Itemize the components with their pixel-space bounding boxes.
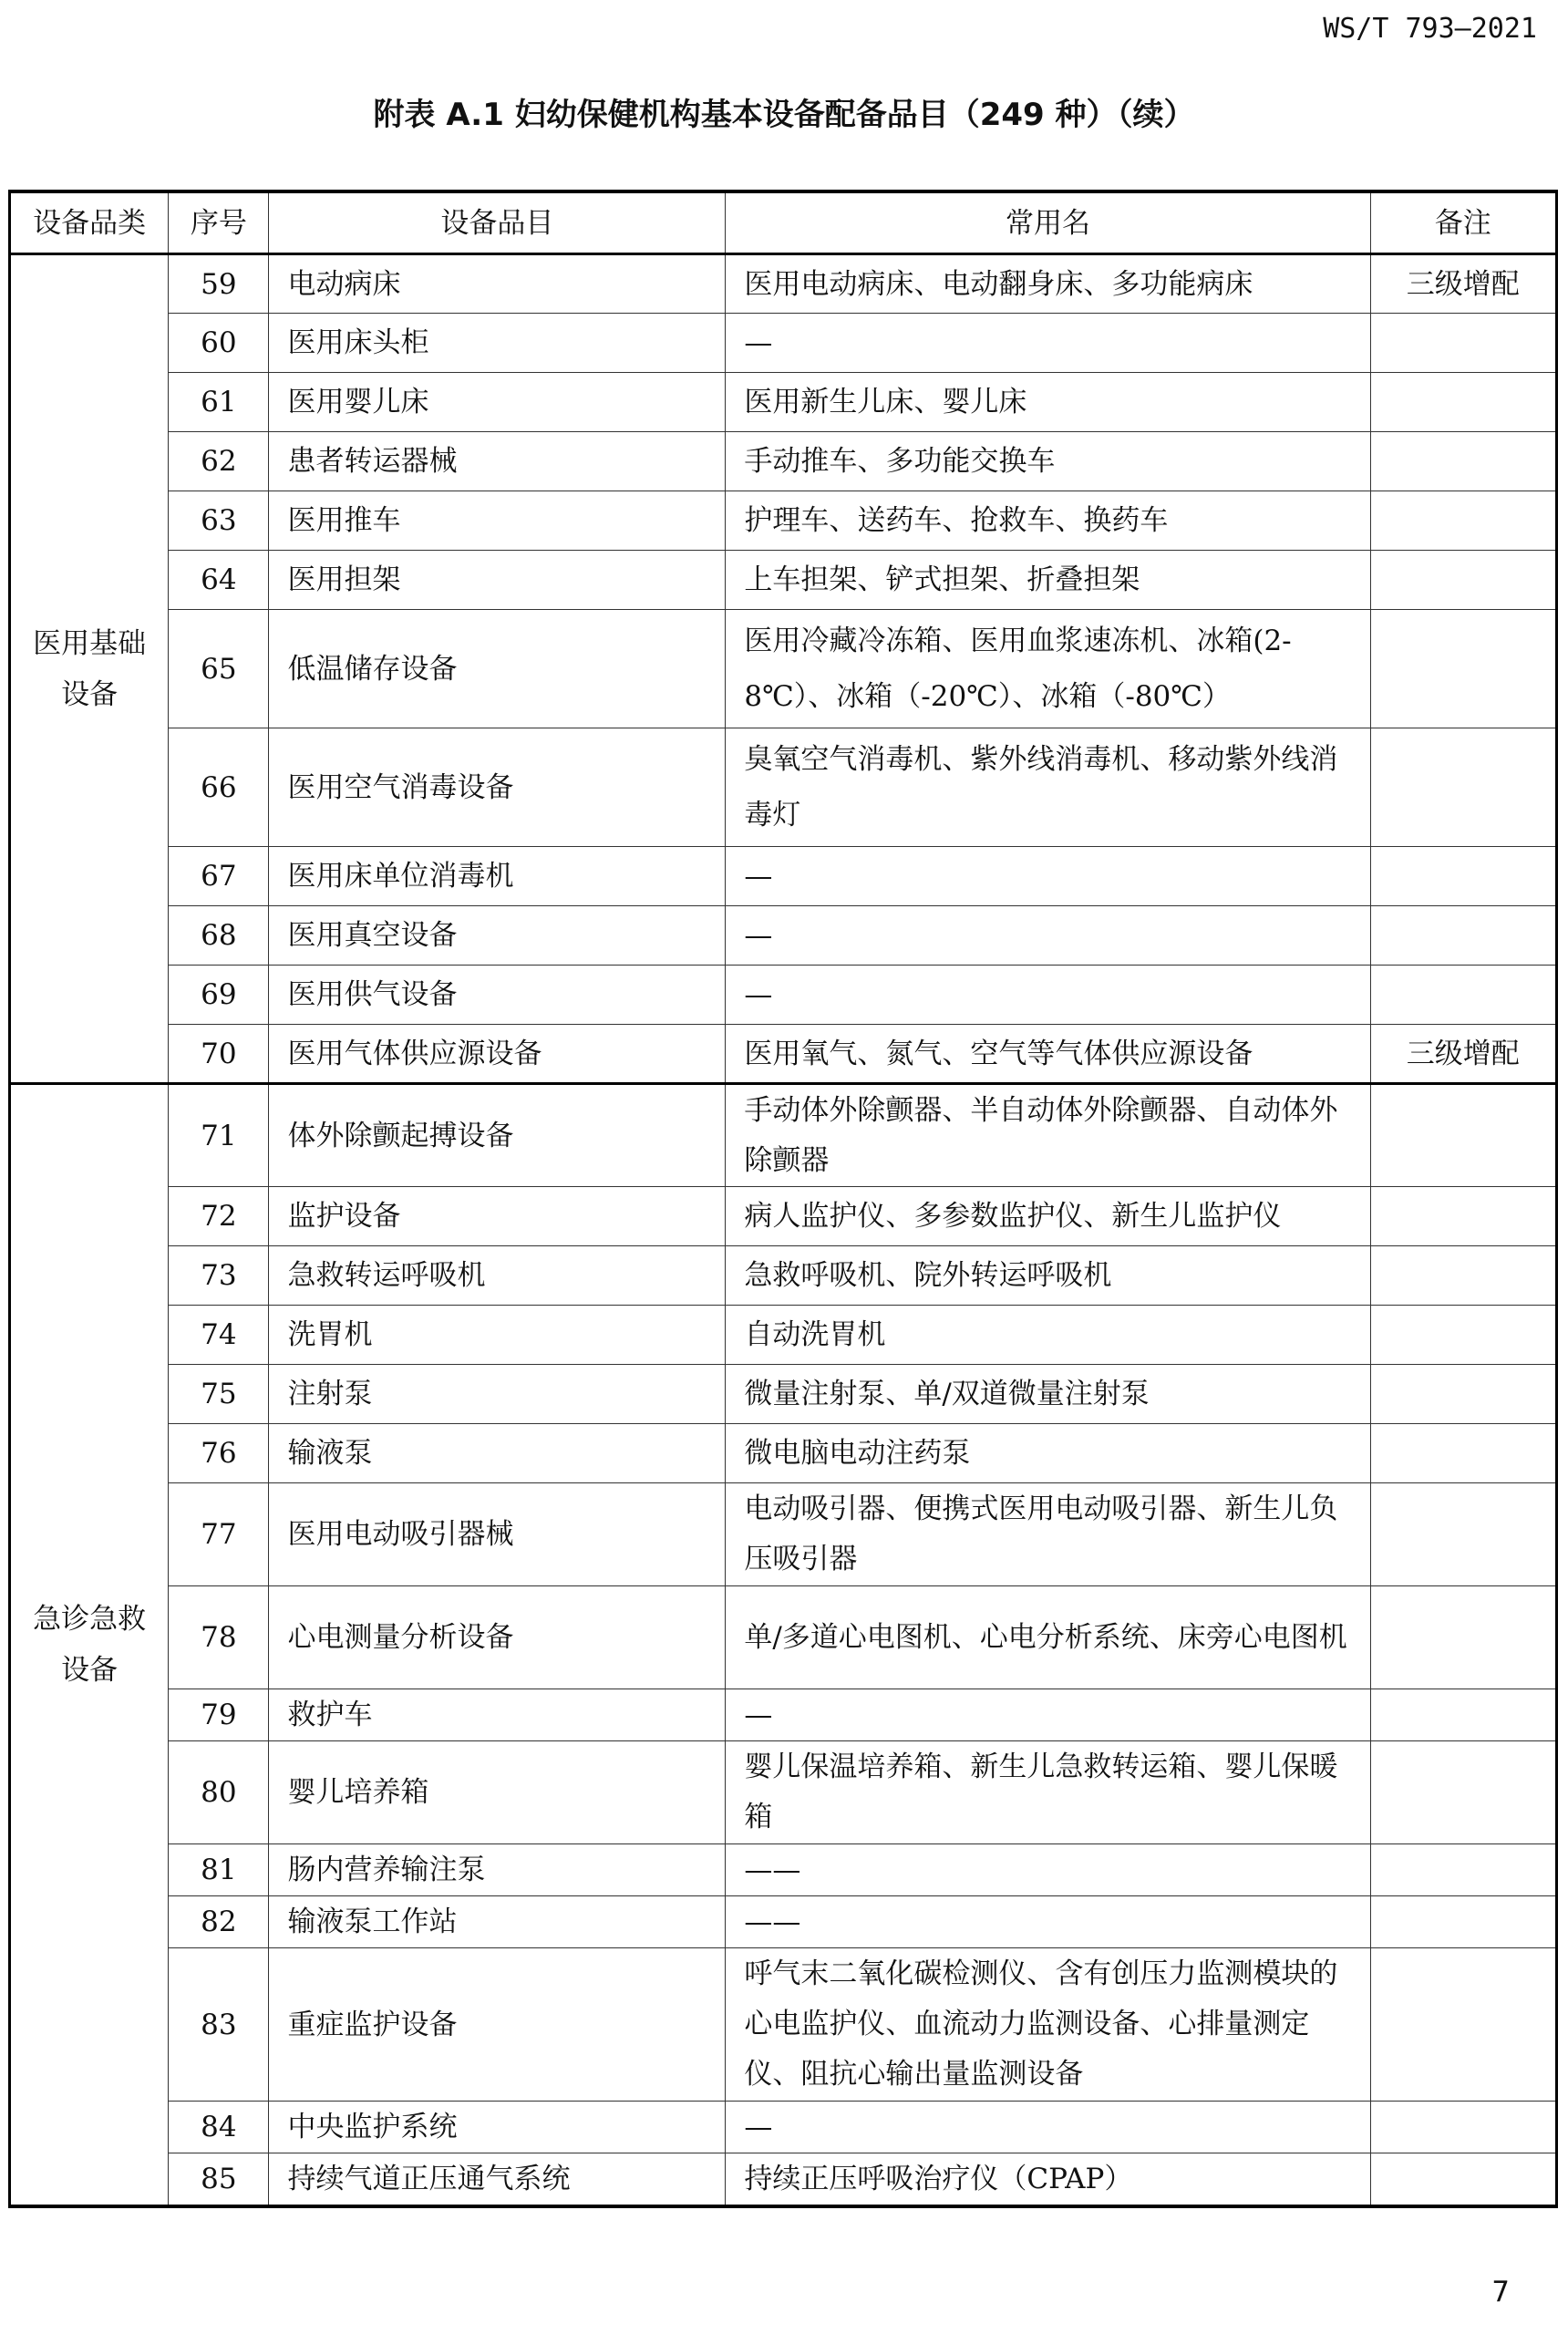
row-note — [1370, 1948, 1556, 2102]
row-note — [1370, 1586, 1556, 1689]
row-item: 注射泵 — [269, 1365, 726, 1424]
table-title: 附表 A.1 妇幼保健机构基本设备配备品目（249 种）（续） — [373, 97, 1195, 133]
row-number: 63 — [169, 491, 269, 551]
row-number: 62 — [169, 432, 269, 491]
row-note — [1370, 847, 1556, 906]
row-common-name: 医用冷藏冷冻箱、医用血浆速冻机、冰箱(2-8℃）、冰箱（-20℃）、冰箱（-80℃） — [726, 610, 1370, 728]
row-number: 78 — [169, 1586, 269, 1689]
row-item: 医用担架 — [269, 551, 726, 610]
row-number: 81 — [169, 1844, 269, 1896]
row-item: 医用床单位消毒机 — [269, 847, 726, 906]
header-item: 设备品目 — [269, 191, 726, 254]
row-common-name: 电动吸引器、便携式医用电动吸引器、新生儿负压吸引器 — [726, 1483, 1370, 1586]
row-common-name: 医用新生儿床、婴儿床 — [726, 373, 1370, 432]
row-note: 三级增配 — [1370, 1025, 1556, 1084]
row-common-name: 医用氧气、氮气、空气等气体供应源设备 — [726, 1025, 1370, 1084]
row-item: 医用空气消毒设备 — [269, 728, 726, 847]
row-item: 急救转运呼吸机 — [269, 1246, 726, 1306]
row-note — [1370, 1741, 1556, 1844]
row-common-name: 急救呼吸机、院外转运呼吸机 — [726, 1246, 1370, 1306]
row-common-name: 单/多道心电图机、心电分析系统、床旁心电图机 — [726, 1586, 1370, 1689]
table-row — [10, 314, 1557, 373]
row-item: 体外除颤起搏设备 — [269, 1084, 726, 1187]
row-common-name: 呼气末二氧化碳检测仪、含有创压力监测模块的心电监护仪、血流动力监测设备、心排量测定仪、阻抗心输出量监测设备 — [726, 1948, 1370, 2102]
table-row — [10, 610, 1557, 728]
table-row — [10, 1424, 1557, 1483]
table-row — [10, 1844, 1557, 1896]
row-item: 持续气道正压通气系统 — [269, 2153, 726, 2207]
table-row — [10, 966, 1557, 1025]
row-number: 75 — [169, 1365, 269, 1424]
row-note — [1370, 491, 1556, 551]
table-row — [10, 1948, 1557, 2102]
row-common-name: 自动洗胃机 — [726, 1306, 1370, 1365]
row-number: 74 — [169, 1306, 269, 1365]
table-row — [10, 1084, 1557, 1187]
row-number: 82 — [169, 1896, 269, 1948]
row-number: 64 — [169, 551, 269, 610]
table-row — [10, 1365, 1557, 1424]
header-number: 序号 — [169, 191, 269, 254]
row-item: 电动病床 — [269, 254, 726, 314]
row-note — [1370, 551, 1556, 610]
table-row — [10, 1483, 1557, 1586]
row-note — [1370, 1365, 1556, 1424]
row-common-name: — — [726, 847, 1370, 906]
row-common-name: 微电脑电动注药泵 — [726, 1424, 1370, 1483]
row-number: 70 — [169, 1025, 269, 1084]
row-note — [1370, 2102, 1556, 2153]
row-number: 76 — [169, 1424, 269, 1483]
row-number: 68 — [169, 906, 269, 966]
row-note — [1370, 1306, 1556, 1365]
row-common-name: — — [726, 906, 1370, 966]
row-item: 医用婴儿床 — [269, 373, 726, 432]
row-note — [1370, 1844, 1556, 1896]
row-common-name: — — [726, 966, 1370, 1025]
row-common-name: —— — [726, 1844, 1370, 1896]
row-number: 79 — [169, 1689, 269, 1741]
category-cell — [10, 254, 169, 1084]
row-common-name: —— — [726, 1896, 1370, 1948]
row-common-name: — — [726, 314, 1370, 373]
table-header-row — [10, 191, 1557, 254]
row-number: 67 — [169, 847, 269, 906]
row-item: 重症监护设备 — [269, 1948, 726, 2102]
table-row — [10, 1741, 1557, 1844]
row-number: 73 — [169, 1246, 269, 1306]
row-common-name: 手动体外除颤器、半自动体外除颤器、自动体外除颤器 — [726, 1084, 1370, 1187]
table-row — [10, 906, 1557, 966]
table-row — [10, 728, 1557, 847]
page-number: 7 — [1491, 2276, 1510, 2308]
row-common-name: — — [726, 2102, 1370, 2153]
row-number: 69 — [169, 966, 269, 1025]
row-item: 心电测量分析设备 — [269, 1586, 726, 1689]
row-note — [1370, 1246, 1556, 1306]
row-note — [1370, 1896, 1556, 1948]
row-common-name: 婴儿保温培养箱、新生儿急救转运箱、婴儿保暖箱 — [726, 1741, 1370, 1844]
row-number: 84 — [169, 2102, 269, 2153]
row-item: 肠内营养输注泵 — [269, 1844, 726, 1896]
row-note — [1370, 2153, 1556, 2207]
table-row — [10, 847, 1557, 906]
row-item: 救护车 — [269, 1689, 726, 1741]
table-row — [10, 1187, 1557, 1246]
table-row — [10, 1025, 1557, 1084]
table-row — [10, 491, 1557, 551]
table-row — [10, 432, 1557, 491]
row-item: 医用床头柜 — [269, 314, 726, 373]
row-note — [1370, 1424, 1556, 1483]
header-common-name: 常用名 — [726, 191, 1370, 254]
row-note — [1370, 610, 1556, 728]
table-row — [10, 254, 1557, 314]
standard-code: WS/T 793—2021 — [1323, 13, 1537, 45]
row-item: 医用真空设备 — [269, 906, 726, 966]
table-row — [10, 2102, 1557, 2153]
row-note — [1370, 373, 1556, 432]
row-number: 72 — [169, 1187, 269, 1246]
header-note: 备注 — [1370, 191, 1556, 254]
row-note — [1370, 1084, 1556, 1187]
row-note — [1370, 906, 1556, 966]
row-common-name: 持续正压呼吸治疗仪（CPAP） — [726, 2153, 1370, 2207]
table-row — [10, 1689, 1557, 1741]
row-number: 60 — [169, 314, 269, 373]
row-item: 洗胃机 — [269, 1306, 726, 1365]
row-number: 80 — [169, 1741, 269, 1844]
row-note — [1370, 1483, 1556, 1586]
row-number: 59 — [169, 254, 269, 314]
row-common-name: 上车担架、铲式担架、折叠担架 — [726, 551, 1370, 610]
row-note — [1370, 432, 1556, 491]
category-label: 医用基础设备 — [33, 626, 147, 711]
table-row — [10, 1246, 1557, 1306]
row-item: 监护设备 — [269, 1187, 726, 1246]
row-number: 85 — [169, 2153, 269, 2207]
table-row — [10, 1306, 1557, 1365]
row-number: 83 — [169, 1948, 269, 2102]
row-note — [1370, 314, 1556, 373]
row-item: 输液泵 — [269, 1424, 726, 1483]
row-number: 66 — [169, 728, 269, 847]
row-item: 输液泵工作站 — [269, 1896, 726, 1948]
row-item: 婴儿培养箱 — [269, 1741, 726, 1844]
table-row — [10, 1586, 1557, 1689]
category-label: 急诊急救设备 — [33, 1603, 147, 1687]
row-number: 71 — [169, 1084, 269, 1187]
category-cell — [10, 1084, 169, 2207]
row-item: 患者转运器械 — [269, 432, 726, 491]
table-row — [10, 373, 1557, 432]
table-row — [10, 551, 1557, 610]
row-note — [1370, 966, 1556, 1025]
row-common-name: 医用电动病床、电动翻身床、多功能病床 — [726, 254, 1370, 314]
row-common-name: 手动推车、多功能交换车 — [726, 432, 1370, 491]
row-number: 65 — [169, 610, 269, 728]
table-row — [10, 2153, 1557, 2207]
row-item: 医用电动吸引器械 — [269, 1483, 726, 1586]
row-item: 医用气体供应源设备 — [269, 1025, 726, 1084]
row-note — [1370, 1689, 1556, 1741]
equipment-table — [8, 190, 1558, 2208]
row-common-name: 微量注射泵、单/双道微量注射泵 — [726, 1365, 1370, 1424]
row-note — [1370, 728, 1556, 847]
row-common-name: — — [726, 1689, 1370, 1741]
row-note — [1370, 1187, 1556, 1246]
row-item: 低温储存设备 — [269, 610, 726, 728]
row-number: 61 — [169, 373, 269, 432]
row-common-name: 病人监护仪、多参数监护仪、新生儿监护仪 — [726, 1187, 1370, 1246]
row-item: 中央监护系统 — [269, 2102, 726, 2153]
table-row — [10, 1896, 1557, 1948]
row-common-name: 护理车、送药车、抢救车、换药车 — [726, 491, 1370, 551]
row-item: 医用供气设备 — [269, 966, 726, 1025]
row-item: 医用推车 — [269, 491, 726, 551]
row-note: 三级增配 — [1370, 254, 1556, 314]
row-number: 77 — [169, 1483, 269, 1586]
row-common-name: 臭氧空气消毒机、紫外线消毒机、移动紫外线消毒灯 — [726, 728, 1370, 847]
header-category: 设备品类 — [10, 191, 169, 254]
